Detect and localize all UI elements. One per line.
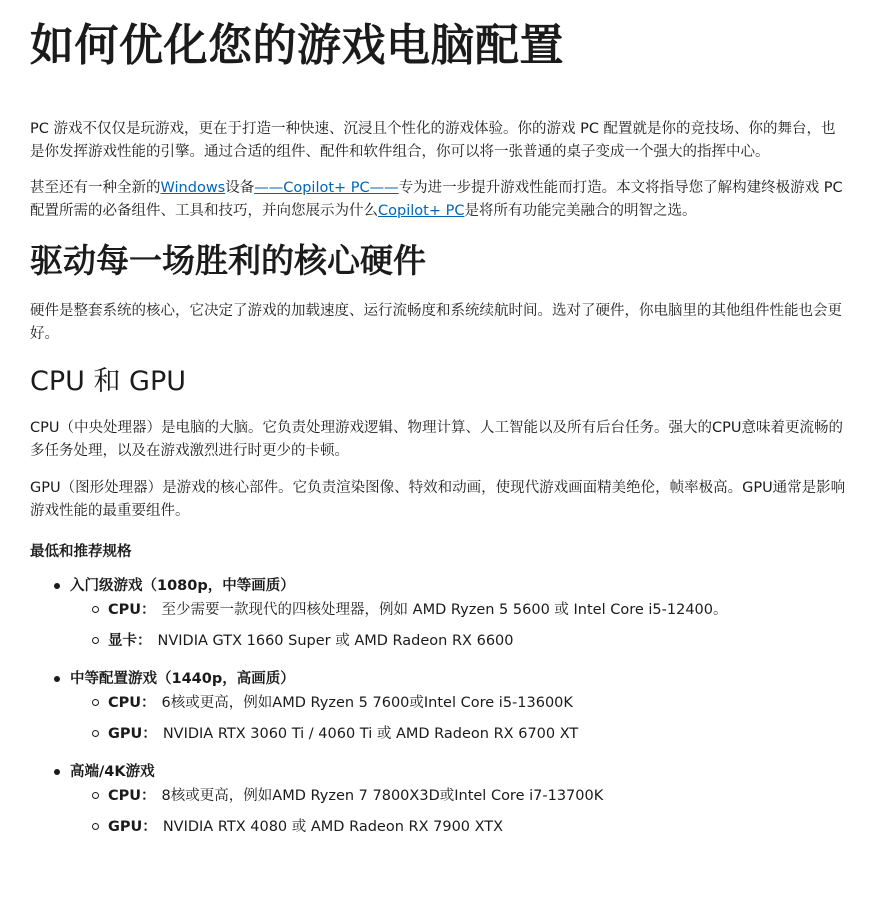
spec-value: NVIDIA RTX 3060 Ti / 4060 Ti 或 AMD Radeon RX 6700 XT: [162, 726, 579, 742]
windows-link[interactable]: Windows: [160, 180, 226, 196]
specs-heading: 最低和推荐规格: [30, 544, 132, 560]
tier-high-end: [30, 761, 850, 838]
spec-label: 显卡：: [108, 633, 152, 649]
spec-item: [70, 816, 850, 838]
tier-list: [30, 575, 850, 838]
subsection-heading: CPU 和 GPU: [30, 366, 187, 397]
spec-label: GPU：: [108, 726, 157, 742]
spec-label: GPU：: [108, 819, 157, 835]
tier-title: 入门级游戏（1080p，中等画质）: [70, 578, 295, 594]
copilot-pc-link-2[interactable]: Copilot+ PC: [378, 203, 465, 219]
tier-entry-level: [30, 575, 850, 652]
text-span: 专为进一步提升游戏性能而打造。本文将指导您了解构建终极游戏 PC 配置所需的必备组件、工具和技巧，并向您展示为什么: [30, 180, 843, 219]
spec-item: [70, 692, 850, 714]
spec-value: 至少需要一款现代的四核处理器，例如 AMD Ryzen 5 5600 或 Intel Core i5-12400。: [161, 602, 728, 618]
spec-label: CPU：: [108, 788, 156, 804]
gpu-paragraph: GPU（图形处理器）是游戏的核心部件。它负责渲染图像、特效和动画，使现代游戏画面精美绝伦，帧率极高。GPU通常是影响游戏性能的最重要组件。: [30, 480, 846, 519]
cpu-paragraph: CPU（中央处理器）是电脑的大脑。它负责处理游戏逻辑、物理计算、人工智能以及所有后台任务。强大的CPU意味着更流畅的多任务处理，以及在游戏激烈进行时更少的卡顿。: [30, 420, 843, 459]
spec-value: NVIDIA GTX 1660 Super 或 AMD Radeon RX 6600: [157, 633, 514, 649]
spec-list: [70, 692, 850, 745]
spec-list: [70, 599, 850, 652]
spec-item: [70, 785, 850, 807]
tier-mid-range: [30, 668, 850, 745]
spec-value: 8核或更高，例如AMD Ryzen 7 7800X3D或Intel Core i7-13700K: [161, 788, 604, 804]
text-span: 设备: [225, 180, 255, 196]
tier-title: 高端/4K游戏: [70, 764, 155, 780]
page-title: 如何优化您的游戏电脑配置: [30, 20, 564, 71]
copilot-pc-link[interactable]: ——Copilot+ PC——: [254, 180, 399, 196]
text-span: 是将所有功能完美融合的明智之选。: [464, 203, 697, 219]
tier-title: 中等配置游戏（1440p，高画质）: [70, 671, 295, 687]
spec-value: NVIDIA RTX 4080 或 AMD Radeon RX 7900 XTX: [162, 819, 504, 835]
spec-item: [70, 630, 850, 652]
spec-list: [70, 785, 850, 838]
copilot-paragraph: [30, 177, 850, 223]
spec-label: CPU：: [108, 602, 156, 618]
section-heading: 驱动每一场胜利的核心硬件: [30, 241, 426, 280]
intro-paragraph: PC 游戏不仅仅是玩游戏，更在于打造一种快速、沉浸且个性化的游戏体验。你的游戏 PC 配置就是你的竞技场、你的舞台，也是你发挥游戏性能的引擎。通过合适的组件、配件和软件组合，你可以将一张普通的桌子变成一个强大的指挥中心。: [30, 121, 836, 160]
hardware-intro-paragraph: 硬件是整套系统的核心，它决定了游戏的加载速度、运行流畅度和系统续航时间。选对了硬件，你电脑里的其他组件性能也会更好。: [30, 303, 842, 342]
spec-label: CPU：: [108, 695, 156, 711]
spec-item: [70, 599, 850, 621]
spec-value: 6核或更高，例如AMD Ryzen 5 7600或Intel Core i5-13600K: [161, 695, 573, 711]
text-span: 甚至还有一种全新的: [30, 180, 161, 196]
spec-item: [70, 723, 850, 745]
